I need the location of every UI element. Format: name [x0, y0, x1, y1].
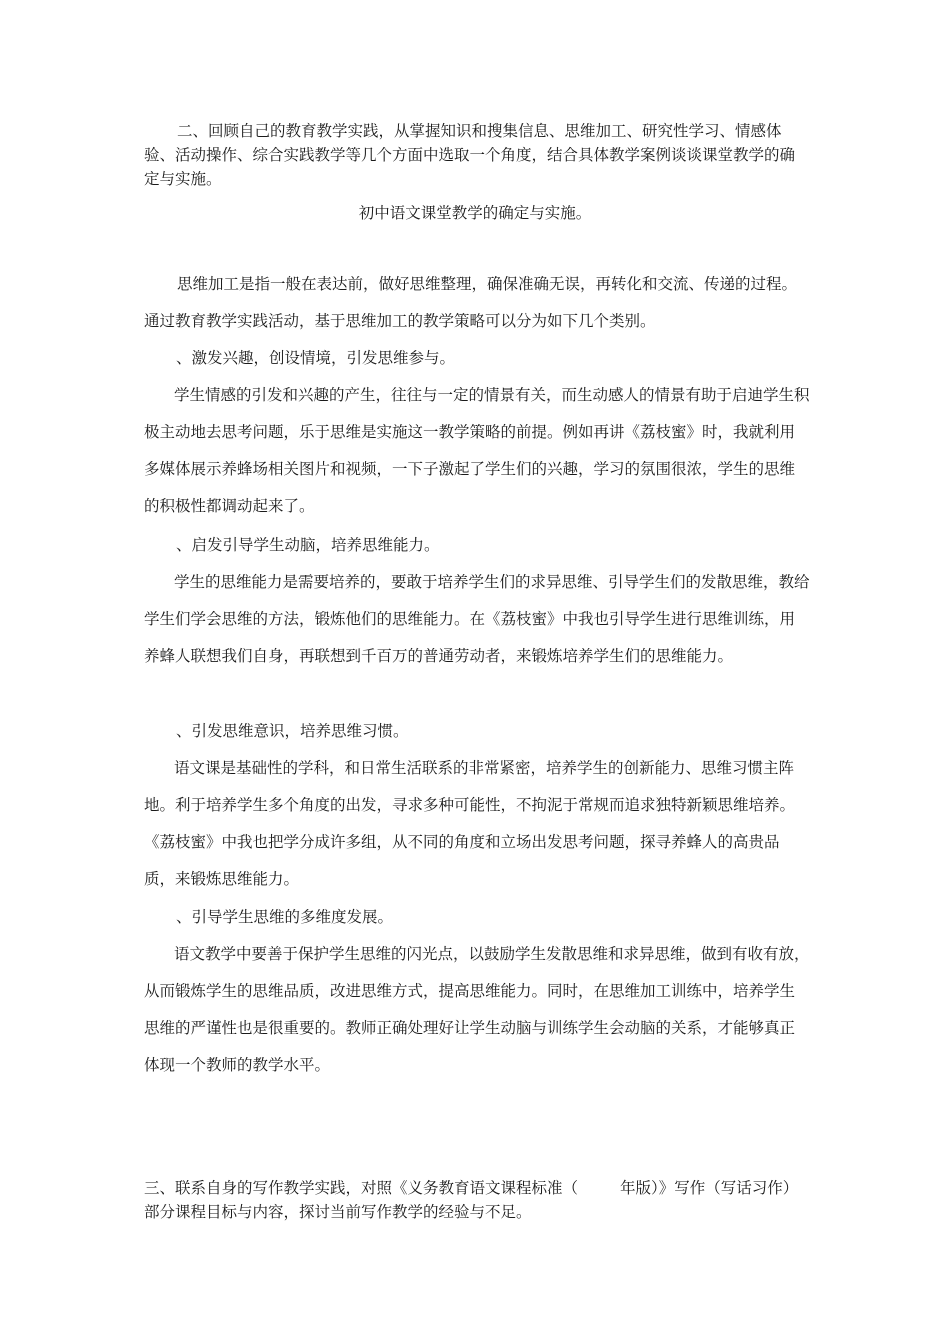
point-body-4: 语文教学中要善于保护学生思维的闪光点，以鼓励学生发散思维和求异思维，做到有收有放，从而锻炼学生的思维品质，改进思维方式，提高思维能力。同时，在思维加工训练中，培养学生思维的严谨性也是很重要的。教师正确处理好让学生动脑与训练学生会动脑的关系，才能够真正体现一个教师的教学水平。	[144, 945, 810, 1074]
point-heading-4: 、引导学生思维的多维度发展。	[176, 908, 394, 926]
essay-title: 初中语文课堂教学的确定与实施。	[358, 204, 592, 222]
section3-question-part2: 年版）》写作（写话习作）部分课程目标与内容，探讨当前写作教学的经验与不足。	[144, 1179, 799, 1221]
point-body-2: 学生的思维能力是需要培养的，要敢于培养学生们的求异思维、引导学生们的发散思维，教给学生们学会思维的方法，锻炼他们的思维能力。在《荔枝蜜》中我也引导学生进行思维训练，用养蜂人联想我们自身，再联想到千百万的普通劳动者，来锻炼培养学生们的思维能力。	[144, 573, 810, 665]
point-heading-2: 、启发引导学生动脑，培养思维能力。	[176, 536, 440, 554]
intro-paragraph: 思维加工是指一般在表达前，做好思维整理，确保准确无误，再转化和交流、传递的过程。通过教育教学实践活动，基于思维加工的教学策略可以分为如下几个类别。	[144, 275, 798, 330]
section2-question: 二、回顾自己的教育教学实践，从掌握知识和搜集信息、思维加工、研究性学习、情感体验、活动操作、综合实践教学等几个方面中选取一个角度，结合具体教学案例谈谈课堂教学的确定与实施。	[144, 122, 796, 188]
point-body-1: 学生情感的引发和兴趣的产生，往往与一定的情景有关，而生动感人的情景有助于启迪学生积极主动地去思考问题，乐于思维是实施这一教学策略的前提。例如再讲《荔枝蜜》时，我就利用多媒体展示养蜂场相关图片和视频，一下子激起了学生们的兴趣，学习的氛围很浓，学生的思维的积极性都调动起来了。	[144, 386, 810, 515]
point-heading-3: 、引发思维意识，培养思维习惯。	[176, 722, 409, 740]
point-heading-1: 、激发兴趣，创设情境，引发思维参与。	[176, 349, 456, 367]
section3-question	[144, 1176, 810, 1224]
point-body-3: 语文课是基础性的学科，和日常生活联系的非常紧密，培养学生的创新能力、思维习惯主阵地。利于培养学生多个角度的出发，寻求多种可能性，不拘泥于常规而追求独特新颖思维培养。《荔枝蜜》中我也把学分成许多组，从不同的角度和立场出发思考问题，探寻养蜂人的高贵品质，来锻炼思维能力。	[144, 759, 796, 888]
section3-question-part1: 三、联系自身的写作教学实践，对照《义务教育语文课程标准（	[144, 1179, 579, 1197]
